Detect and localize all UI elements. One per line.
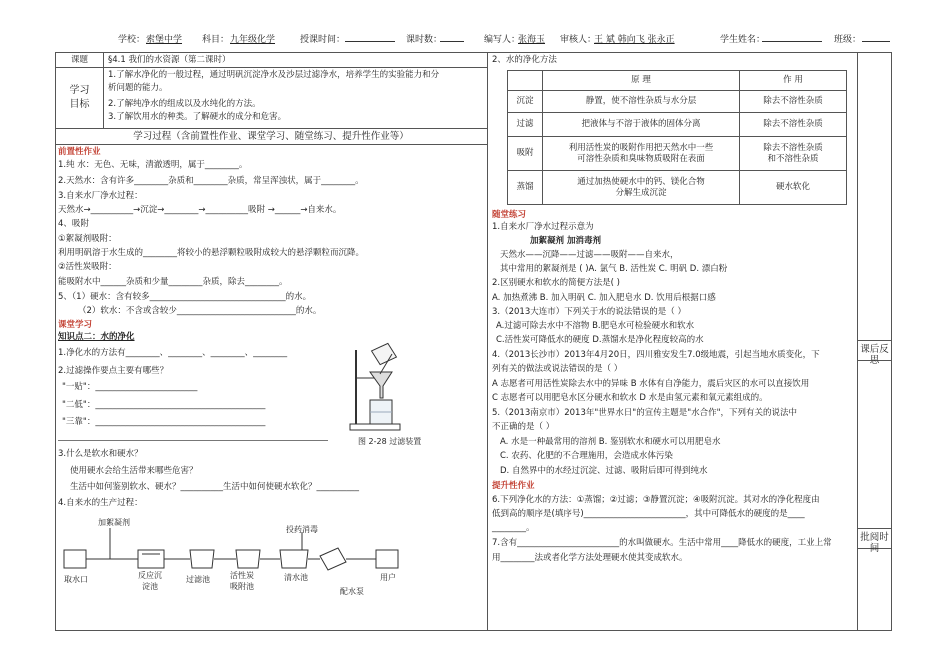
label-carbon-tank: 活性炭 吸附池 <box>230 571 254 591</box>
label-clear-tank: 清水池 <box>284 573 308 582</box>
pre-line: 2.天然水：含有许多________杂质和________杂质，常呈浑浊状，属于________。 <box>58 176 364 186</box>
writer-name: 张海玉 <box>518 35 546 45</box>
improve-line: 6.下列净化水的方法：①蒸馏；②过滤；③静置沉淀；④吸附沉淀。其对水的净化程度由 <box>492 495 820 505</box>
filtration-apparatus-figure <box>336 342 446 446</box>
practice-line: A 志愿者可用活性炭除去水中的异味 B 水体有自净能力，震后灾区的水可以直接饮用 <box>492 379 810 389</box>
figure-caption: 图 2-28 过滤装置 <box>358 437 422 446</box>
practice-title: 随堂练习 <box>492 210 527 220</box>
pre-line: 能吸附水中______杂质和少量________杂质，除去________。 <box>58 277 288 287</box>
goal-line: 3.了解饮用水的种类。了解硬水的成分和危害。 <box>108 112 287 122</box>
pre-homework-title: 前置性作业 <box>58 147 101 157</box>
label-user: 用户 <box>380 573 396 582</box>
pre-line: ②活性炭吸附： <box>58 262 117 272</box>
practice-line: 天然水——沉降——过滤——吸附——自来水， <box>500 250 679 260</box>
goal-line: 析问题的能力。 <box>108 83 168 93</box>
table-row <box>508 137 847 171</box>
label-settling-tank: 反应沉 淀池 <box>138 571 162 591</box>
school-label: 学校： <box>118 35 146 45</box>
label-disinfection: 投药消毒 <box>286 525 318 534</box>
time-label: 授课时间： <box>300 35 346 45</box>
pre-line: 天然水→__________→沉淀→________→__________吸附 →______→自来水。 <box>58 205 342 215</box>
improve-line: 7.含有________________________的水叫做硬水。生活中常用____降低水的硬度，工业上常 <box>492 538 832 548</box>
label-intake: 取水口 <box>64 575 88 584</box>
class-line: 3.什么是软水和硬水？ <box>58 449 143 459</box>
class-line: 使用硬水会给生活带来哪些危害？ <box>70 466 198 476</box>
goal-line: 1.了解水净化的一般过程，通过明矾沉淀净水及沙层过滤净水，培养学生的实验能力和分 <box>108 70 440 80</box>
practice-line: C.活性炭可降低水的硬度 D.蒸馏水是净化程度较高的水 <box>496 335 704 345</box>
practice-line: 3.（2013大连市）下列关于水的说法错误的是（ ） <box>492 307 686 317</box>
class-line: 生活中如何鉴别软水、硬水？__________生活中如何使硬水软化？__________ <box>70 482 360 492</box>
hours-label: 课时数： <box>406 35 443 45</box>
table-cell: 吸附 <box>508 137 543 171</box>
class-line: "三靠"：________________________________________ <box>62 417 266 427</box>
improve-line: 低到高的顺序是(填序号)________________________，其中可降低水的硬度的是____ <box>492 509 805 519</box>
class-label: 班级： <box>834 35 862 45</box>
table-cell: 利用活性炭的吸附作用把天然水中一些 可溶性杂质和臭味物质吸附在表面 <box>543 137 740 171</box>
practice-line: D. 自然界中的水经过沉淀、过滤、吸附后即可得到纯水 <box>500 466 708 476</box>
practice-line: C. 农药、化肥的不合理施用，会造成水体污染 <box>500 451 673 461</box>
pre-line: 4、吸附 <box>58 219 89 229</box>
purify-methods-table <box>507 70 847 205</box>
table-row <box>508 91 847 113</box>
improve-title: 提升性作业 <box>492 481 535 491</box>
practice-line: A.过滤可除去水中不溶物 B.肥皂水可检验硬水和软水 <box>496 321 695 331</box>
practice-line: 列有关的做法或说法错误的是（ ） <box>492 364 623 374</box>
label-add-coagulant: 加絮凝剂 <box>98 518 130 527</box>
practice-line: 2.区别硬水和软水的简便方法是( ) <box>492 278 620 288</box>
table-cell: 把液体与不溶于液体的固体分离 <box>543 113 740 137</box>
table-header: 作 用 <box>740 71 847 91</box>
writer-label: 编写人： <box>484 35 521 45</box>
topic-label: 课题 <box>70 55 88 65</box>
goal-line: 2.了解纯净水的组成以及水纯化的方法。 <box>108 99 261 109</box>
practice-line: 4.（2013长沙市）2013年4月20日，四川雅安发生7.0级地震，引起当地水质变化，下 <box>492 350 820 360</box>
subject-name: 九年级化学 <box>230 35 276 45</box>
table-row <box>508 113 847 137</box>
table-cell: 蒸馏 <box>508 171 543 205</box>
class-line: 4.自来水的生产过程： <box>58 498 143 508</box>
table-header: 原 理 <box>543 71 740 91</box>
pre-line: 利用明矾溶于水生成的________将较小的悬浮颗粒吸附成较大的悬浮颗粒而沉降。 <box>58 248 365 258</box>
table-cell: 静置，使不溶性杂质与水分层 <box>543 91 740 113</box>
practice-line: C 志愿者可以用肥皂水区分硬水和软水 D 水是由氢元素和氧元素组成的。 <box>492 393 768 403</box>
pre-line: ①絮凝剂吸附： <box>58 234 117 244</box>
improve-line: ________。 <box>492 523 535 533</box>
subject-label: 科目： <box>202 35 230 45</box>
improve-line: 用________法或者化学方法处理硬水使其变成软水。 <box>492 553 688 563</box>
table-row <box>508 171 847 205</box>
label-filter-tank: 过滤池 <box>186 575 210 584</box>
pre-line: 1.纯 水：无色、无味，清澈透明，属于________。 <box>58 160 248 170</box>
practice-line: 1.自来水厂净水过程示意为 <box>492 222 594 232</box>
reviewer-names: 王 斌 韩向飞 张永正 <box>594 35 675 45</box>
process-title: 学习过程（含前置性作业、课堂学习、随堂练习、提升性作业等） <box>133 131 409 142</box>
table-cell: 过滤 <box>508 113 543 137</box>
pre-line: （2）软水：不含或含较少____________________________的水。 <box>78 306 322 316</box>
school-name: 索堡中学 <box>146 35 183 45</box>
practice-line: 5.（2013南京市）2013年"世界水日"的宣传主题是"水合作"，下列有关的说法中 <box>492 408 798 418</box>
table-cell: 除去不溶性杂质 <box>740 113 847 137</box>
class-study-title: 课堂学习 <box>58 320 93 330</box>
practice-line: A. 水是一种最常用的溶剂 B. 鉴别软水和硬水可以用肥皂水 <box>500 437 721 447</box>
pre-line: 5、（1）硬水：含有较多________________________________的水。 <box>58 292 312 302</box>
table-cell: 通过加热使硬水中的钙、镁化合物 分解生成沉淀 <box>543 171 740 205</box>
pre-line: 3.自来水厂净水过程： <box>58 191 143 201</box>
table-cell: 除去不溶性杂质 <box>740 91 847 113</box>
review-time-label: 批阅时间 <box>860 532 889 554</box>
practice-line: 加絮凝剂 加消毒剂 <box>530 236 601 246</box>
reviewer-label: 审核人： <box>560 35 597 45</box>
class-line: 1.净化水的方法有________、________、________、________ <box>58 348 288 358</box>
reflection-label: 课后反思 <box>860 344 889 366</box>
student-label: 学生姓名： <box>720 35 766 45</box>
class-line: 2.过滤操作要点主要有哪些？ <box>58 366 169 376</box>
label-pump: 配水泵 <box>340 587 364 596</box>
table-cell: 沉淀 <box>508 91 543 113</box>
page-header <box>0 32 950 46</box>
class-line: "一贴"：________________________ <box>62 382 198 392</box>
practice-line: 其中常用的絮凝剂是 ( )A. 氯气 B. 活性炭 C. 明矾 D. 漂白粉 <box>500 264 728 274</box>
table-cell: 硬水软化 <box>740 171 847 205</box>
practice-line: A. 加热煮沸 B. 加入明矾 C. 加入肥皂水 D. 饮用后根据口感 <box>492 293 716 303</box>
knowledge-point-title: 知识点二：水的净化 <box>58 332 135 342</box>
purify-methods-title: 2、水的净化方法 <box>492 55 557 65</box>
practice-line: 不正确的是（ ） <box>492 422 555 432</box>
goal-label: 学习 目标 <box>69 85 90 110</box>
class-line: "二低"：________________________________________ <box>62 400 266 410</box>
topic-title: §4.1 我们的水资源（第二课时） <box>108 55 231 65</box>
table-cell: 除去不溶性杂质 和不溶性杂质 <box>740 137 847 171</box>
